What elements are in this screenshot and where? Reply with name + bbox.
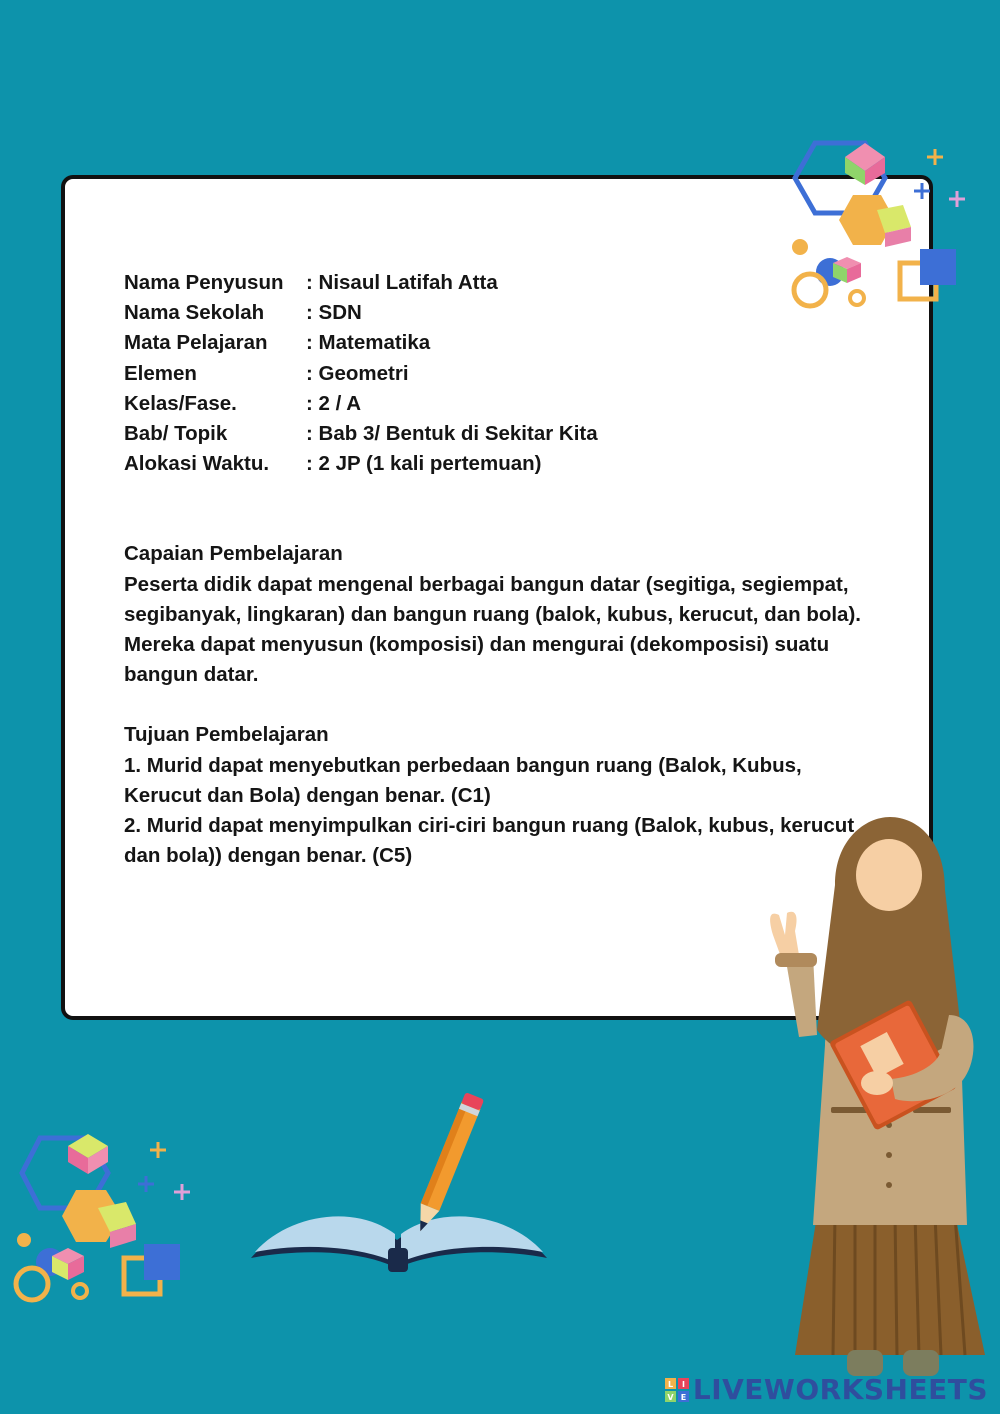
liveworksheets-logo <box>665 1373 988 1406</box>
badge-letter: E <box>680 1392 687 1402</box>
capaian-heading: Capaian Pembelajaran <box>124 542 343 566</box>
identity-value: : 2 / A <box>306 391 362 415</box>
identity-label: Nama Penyusun <box>124 271 284 294</box>
identity-label: Alokasi Waktu. <box>124 452 270 476</box>
identity-label: Elemen <box>124 361 197 385</box>
identity-row <box>124 268 884 298</box>
identity-label: Nama Sekolah <box>124 301 265 325</box>
identity-label: Bab/ Topik <box>124 422 228 446</box>
identity-value: : Bab 3/ Bentuk di Sekitar Kita <box>306 422 598 446</box>
capaian-body: Peserta didik dapat mengenal berbagai bangun datar (segitiga, segiempat, segibanyak, lingkaran) dan bangun ruang (balok, kubus, kerucut, dan bola). Mereka dapat menyusun (komposisi) dan mengurai (dekomposisi) suatu bangun datar. <box>124 572 861 687</box>
worksheet-text <box>124 268 884 871</box>
tujuan-item: 2. Murid dapat menyimpulkan ciri-ciri bangun ruang (Balok, kubus, kerucut dan bola)) dengan benar. (C5) <box>124 814 855 868</box>
identity-row <box>124 298 884 328</box>
identity-row <box>124 328 884 358</box>
badge-letter: L <box>667 1379 673 1389</box>
geometric-shapes-bottom-left <box>10 1128 200 1313</box>
identity-row <box>124 419 884 449</box>
book-pencil-illustration <box>245 1090 555 1280</box>
identity-value: : 2 JP (1 kali pertemuan) <box>306 452 542 476</box>
tujuan-heading: Tujuan Pembelajaran <box>124 723 329 747</box>
liveworksheets-badge-icon <box>665 1378 689 1402</box>
identity-value: : Geometri <box>306 361 409 385</box>
liveworksheets-wordmark: LIVEWORKSHEETS <box>692 1373 988 1406</box>
teacher-illustration <box>755 815 990 1385</box>
identity-value: : Nisaul Latifah Atta <box>306 271 498 294</box>
badge-letter: I <box>681 1379 685 1389</box>
identity-row <box>124 449 884 479</box>
tujuan-item: 1. Murid dapat menyebutkan perbedaan bangun ruang (Balok, Kubus, Kerucut dan Bola) dengan benar. (C1) <box>124 753 802 807</box>
identity-value: : Matematika <box>306 331 431 355</box>
identity-label: Kelas/Fase. <box>124 391 237 415</box>
identity-value: : SDN <box>306 301 362 325</box>
identity-block <box>124 268 884 479</box>
identity-row <box>124 389 884 419</box>
badge-letter: V <box>667 1392 674 1402</box>
identity-label: Mata Pelajaran <box>124 331 268 355</box>
identity-row <box>124 359 884 389</box>
